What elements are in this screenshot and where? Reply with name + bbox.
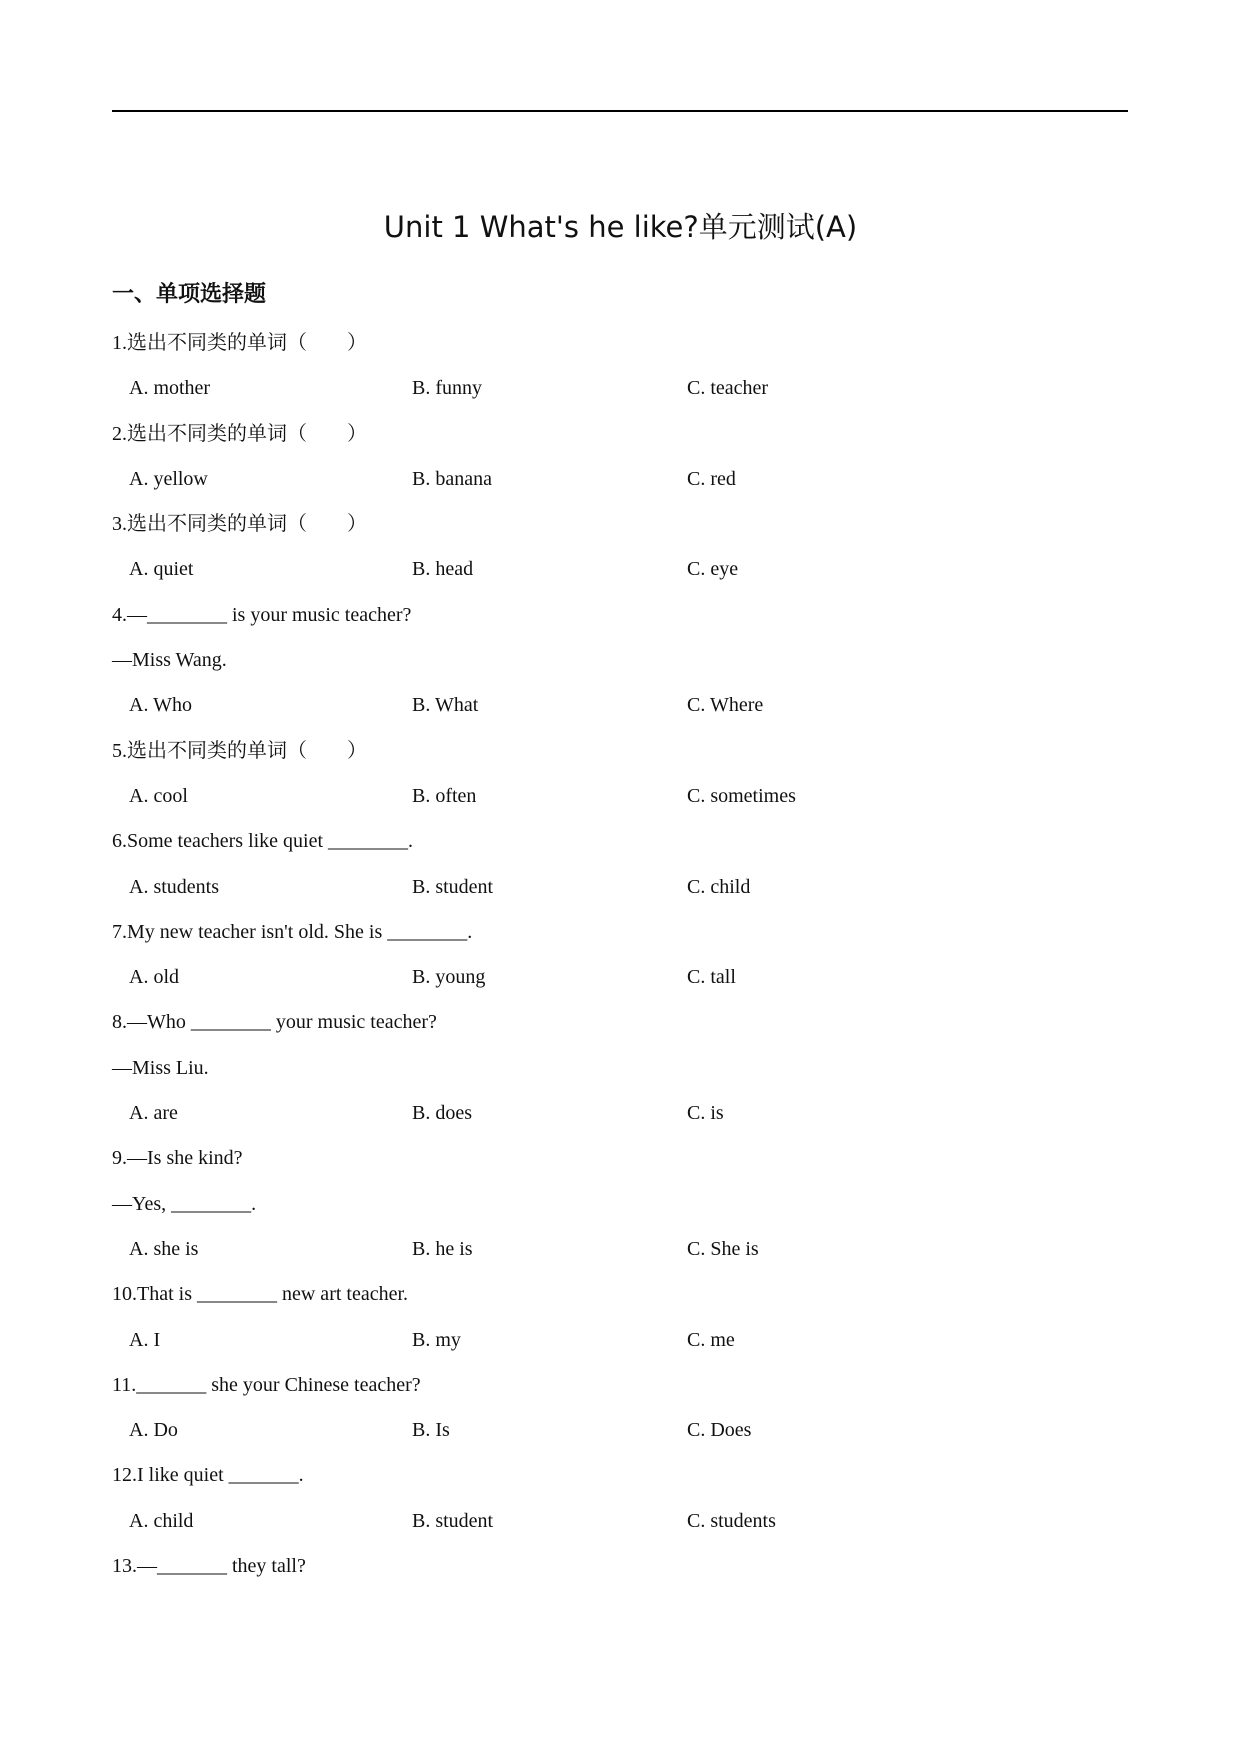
option-row xyxy=(112,368,1122,413)
question-text: 10.That is ________ new art teacher. xyxy=(112,1283,409,1306)
option-c: C. teacher xyxy=(687,377,769,400)
option-row xyxy=(112,1410,1122,1455)
question-text: —Miss Liu. xyxy=(112,1056,209,1079)
question-item xyxy=(112,504,1122,595)
question-text: 9.—Is she kind? xyxy=(112,1147,243,1170)
option-c: C. tall xyxy=(687,966,736,989)
question-item xyxy=(112,1002,1122,1138)
option-b: B. funny xyxy=(412,377,482,400)
question-list xyxy=(112,323,1122,1591)
question-text: —Miss Wang. xyxy=(112,649,227,672)
question-item xyxy=(112,1546,1122,1591)
question-text: —Yes, ________. xyxy=(112,1192,257,1215)
option-row xyxy=(112,776,1122,821)
option-b: B. often xyxy=(412,784,477,807)
option-b: B. my xyxy=(412,1328,461,1351)
option-c: C. is xyxy=(687,1102,724,1125)
option-a: A. Do xyxy=(129,1419,178,1442)
question-stem xyxy=(112,504,1122,549)
option-c: C. eye xyxy=(687,558,739,581)
option-a: A. old xyxy=(129,966,179,989)
question-item xyxy=(112,1455,1122,1546)
option-b: B. student xyxy=(412,1509,494,1532)
question-item xyxy=(112,912,1122,1003)
question-item xyxy=(112,821,1122,912)
question-text: 12.I like quiet _______. xyxy=(112,1464,304,1487)
option-a: A. students xyxy=(129,875,219,898)
option-b: B. What xyxy=(412,694,479,717)
question-stem xyxy=(112,323,1122,368)
option-a: A. child xyxy=(129,1509,194,1532)
question-item xyxy=(112,414,1122,505)
option-c: C. Does xyxy=(687,1419,752,1442)
question-response-line xyxy=(112,640,1122,685)
option-b: B. student xyxy=(412,875,494,898)
option-a: A. Who xyxy=(129,694,192,717)
option-row xyxy=(112,867,1122,912)
option-b: B. he is xyxy=(412,1237,473,1260)
option-a: A. I xyxy=(129,1328,161,1351)
question-item xyxy=(112,1365,1122,1456)
option-c: C. sometimes xyxy=(687,784,796,807)
section-heading: 一、单项选择题 xyxy=(112,282,267,307)
option-c: C. She is xyxy=(687,1237,759,1260)
question-stem xyxy=(112,595,1122,640)
question-item xyxy=(112,731,1122,822)
option-row xyxy=(112,685,1122,730)
question-response-line xyxy=(112,1184,1122,1229)
option-a: A. cool xyxy=(129,784,188,807)
question-stem xyxy=(112,1002,1122,1047)
question-stem xyxy=(112,731,1122,776)
option-row xyxy=(112,549,1122,594)
option-b: B. banana xyxy=(412,467,492,490)
question-item xyxy=(112,595,1122,731)
question-stem xyxy=(112,414,1122,459)
option-b: B. Is xyxy=(412,1419,450,1442)
option-b: B. does xyxy=(412,1102,472,1125)
question-text: 3.选出不同类的单词（ ） xyxy=(112,513,367,536)
option-row xyxy=(112,1229,1122,1274)
question-text: 2.选出不同类的单词（ ） xyxy=(112,422,367,445)
page-title: Unit 1 What's he like?单元测试(A) xyxy=(383,210,858,244)
option-row xyxy=(112,1501,1122,1546)
option-c: C. me xyxy=(687,1328,735,1351)
question-text: 4.—________ is your music teacher? xyxy=(112,603,412,626)
option-c: C. Where xyxy=(687,694,764,717)
question-text: 7.My new teacher isn't old. She is ________. xyxy=(112,920,473,943)
question-item xyxy=(112,1274,1122,1365)
question-text: 8.—Who ________ your music teacher? xyxy=(112,1011,437,1034)
question-text: 11._______ she your Chinese teacher? xyxy=(112,1373,421,1396)
option-a: A. are xyxy=(129,1102,178,1125)
option-c: C. child xyxy=(687,875,751,898)
option-b: B. young xyxy=(412,966,486,989)
question-stem xyxy=(112,1138,1122,1183)
option-c: C. red xyxy=(687,467,736,490)
question-text: 13.—_______ they tall? xyxy=(112,1555,306,1578)
question-stem xyxy=(112,1455,1122,1500)
option-row xyxy=(112,459,1122,504)
question-response-line xyxy=(112,1048,1122,1093)
option-a: A. mother xyxy=(129,377,211,400)
header-rule xyxy=(112,110,1128,112)
option-c: C. students xyxy=(687,1509,776,1532)
option-row xyxy=(112,1093,1122,1138)
question-stem xyxy=(112,912,1122,957)
option-a: A. yellow xyxy=(129,467,208,490)
question-stem xyxy=(112,1546,1122,1591)
option-row xyxy=(112,1320,1122,1365)
option-a: A. quiet xyxy=(129,558,194,581)
question-item xyxy=(112,1138,1122,1274)
question-text: 6.Some teachers like quiet ________. xyxy=(112,830,414,853)
question-item xyxy=(112,323,1122,414)
question-stem xyxy=(112,1365,1122,1410)
question-text: 5.选出不同类的单词（ ） xyxy=(112,739,367,762)
question-stem xyxy=(112,821,1122,866)
option-b: B. head xyxy=(412,558,474,581)
question-text: 1.选出不同类的单词（ ） xyxy=(112,332,367,354)
option-row xyxy=(112,957,1122,1002)
option-a: A. she is xyxy=(129,1237,199,1260)
question-stem xyxy=(112,1274,1122,1319)
